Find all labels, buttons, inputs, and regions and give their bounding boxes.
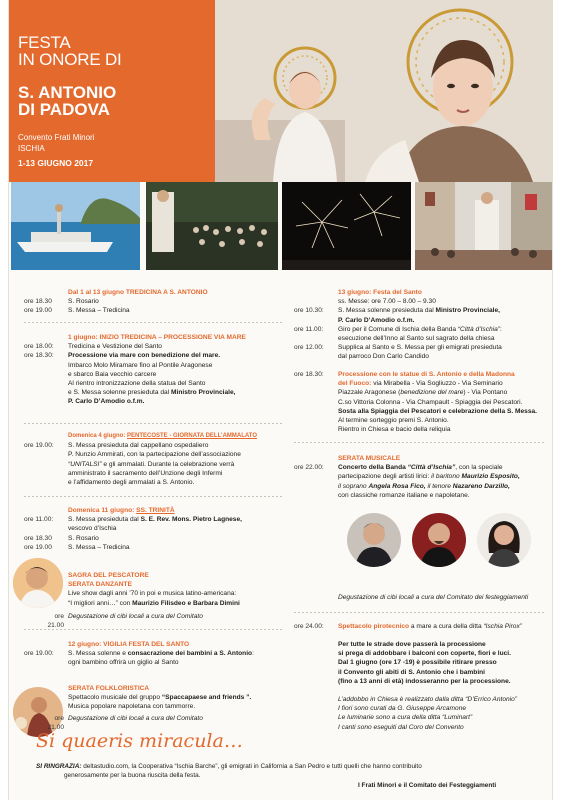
fireworks-company: “Ischia Pirox” bbox=[483, 623, 522, 630]
route: via Mirabella - Via Sogliuzzo - Via Seminario bbox=[373, 380, 503, 388]
event-text: Live show dagli anni ’70 in poi e musica latino-americana: bbox=[68, 590, 237, 598]
event-time: ore 24.00: bbox=[294, 623, 324, 630]
event-text: S. Messa presieduta dal cappellano ospedaliero bbox=[68, 442, 209, 450]
event-time: ore 18.30 bbox=[24, 298, 52, 306]
divider bbox=[294, 612, 546, 613]
event-text: Al termine sorteggio premi S. Antonio. bbox=[338, 417, 449, 425]
thanks-text: generosamente per la buona riuscita della festa. bbox=[64, 772, 201, 779]
section-heading: Spettacolo pirotecnico bbox=[338, 623, 410, 630]
event-text: e S. Messa solenne presieduta dal bbox=[68, 389, 170, 397]
divider bbox=[24, 423, 282, 424]
event-text: ogni bambino offrirà un giglio al Santo bbox=[68, 659, 179, 667]
notice-line: Dal 1 giugno (ore 17 -19) è possibile ritirare presso bbox=[338, 659, 497, 667]
event-time: ore 19.00: bbox=[24, 650, 54, 658]
event-time: ore 21.00 bbox=[47, 715, 64, 732]
organizers-signature: I Frati Minori e il Comitato dei Festeggiamenti bbox=[358, 782, 497, 789]
celebrant-name: S. E. Rev. Mons. Pietro Lagnese, bbox=[140, 516, 242, 524]
band-name: “Città d’Ischia” bbox=[457, 325, 500, 333]
event-text: con classiche romanze italiane e napoletane. bbox=[338, 491, 470, 499]
fireworks-photo bbox=[282, 182, 411, 270]
section-vigil: 12 giugno: VIGILIA FESTA DEL SANTO ore 19.00: S. Messa solenne e consacrazione dei bambini a S. Antonio: ogni bambino offrirà un giglio al Santo bbox=[24, 641, 254, 667]
title-line: S. ANTONIO bbox=[18, 83, 117, 102]
poster-title bbox=[18, 34, 122, 68]
section-heading: 12 giugno: VIGILIA FESTA DEL SANTO bbox=[68, 641, 190, 648]
event-text: P. Nunzio Ammirati, con la partecipazione dell’associazione bbox=[68, 451, 241, 459]
event-time: ore 12.00: bbox=[294, 344, 324, 352]
acknowledgements bbox=[36, 762, 546, 780]
section-heading: SERATA MUSICALE bbox=[338, 455, 401, 462]
divider bbox=[24, 629, 282, 630]
section-pentecost bbox=[24, 432, 296, 487]
credit-line: Le luminarie sono a cura della ditta “Luminart” bbox=[338, 714, 473, 722]
event-text: Degustazione di cibi locali a cura del Comitato bbox=[68, 715, 203, 722]
motto: Si quaeris miracula… bbox=[36, 730, 243, 752]
boat-procession-photo bbox=[11, 182, 140, 270]
performers: Maurizio Filisdeo e Barbara Dimini bbox=[132, 599, 240, 607]
show-title: “I migliori anni…” bbox=[68, 599, 118, 607]
concert-food bbox=[338, 593, 558, 602]
singer-portrait bbox=[13, 558, 63, 608]
celebrant-name: P. Carlo D’Amodio o.f.m. bbox=[68, 398, 145, 406]
mass-times: ss. Messe: ore 7.00 – 8.00 – 9.30 bbox=[338, 298, 436, 306]
divider bbox=[294, 442, 546, 443]
event-text: Supplica al Santo e S. Messa per gli emigrati presieduta bbox=[338, 344, 502, 352]
event-text: e gli ammalati. Durante la celebrazione verrà bbox=[101, 460, 235, 468]
section-june-1 bbox=[24, 333, 294, 407]
section-heading: Processione con le statue di S. Antonio e della Madonna bbox=[338, 371, 515, 378]
thanks-text: deltastudio.com, la Cooperativa “Ischia Barche”, gli emigrati in California a San Pedro e tutti quelli che hanno contribuito bbox=[81, 763, 422, 770]
event-text: e sbarco Baia vecchio carcere bbox=[68, 370, 157, 378]
event-time: ore 11.00: bbox=[294, 325, 324, 333]
section-feast-day: 13 giugno: Festa del Santo ss. Messe: ore 7.00 – 8.00 – 9.30 ore 10.30: S. Messa solenne presieduta dal Ministro Provinciale, P. Carlo D’Amodio o.f.m. ore 11.00: Giro per il Comune di Ischia della Banda “Città d’Ischia”: esecuzione dell’Inno al Santo sul sagrato della chiesa ore 12.00: Supplica al Santo e S. Messa per gli emigrati presieduta dal parroco Don Carlo Candido bbox=[294, 289, 502, 361]
section-heading: SERATA FOLKLORISTICA bbox=[68, 685, 150, 692]
tenor-name: Nazareno Darzillo, bbox=[452, 482, 510, 490]
notices bbox=[338, 640, 552, 686]
event-text: Processione via mare con benedizione del mare. bbox=[68, 352, 221, 360]
event-text: dal parroco Don Carlo Candido bbox=[338, 353, 429, 361]
blessing: benedizione del mare bbox=[400, 389, 464, 397]
soprano-portrait bbox=[477, 513, 531, 567]
event-text: vescovo d’Ischia bbox=[68, 525, 117, 533]
outdoor-mass-photo bbox=[146, 182, 278, 270]
soprano-name: Angela Rosa Fico, bbox=[368, 482, 426, 490]
tenor-portrait bbox=[412, 513, 466, 567]
event-text: Rientro in Chiesa e bacio della reliquia bbox=[338, 426, 451, 434]
notice-line: il Convento gli abiti di S. Antonio che i bambini bbox=[338, 668, 486, 676]
celebrant-name: P. Carlo D’Amodio o.f.m. bbox=[338, 316, 415, 324]
statue-illustration bbox=[215, 0, 553, 182]
consecration: consacrazione dei bambini a S. Antonio bbox=[127, 650, 253, 658]
section-sagra: SAGRA DEL PESCATORE SERATA DANZANTE Live show dagli anni ’70 in poi e musica latino-americana: “I migliori anni…” con Maurizio Filisdeo e Barbara Dimini bbox=[68, 571, 298, 608]
celebrant-title: Ministro Provinciale, bbox=[435, 307, 500, 315]
event-time: ore 21.00 bbox=[47, 613, 64, 630]
title-line: FESTA bbox=[18, 33, 71, 52]
event-time: ore 18.30: bbox=[294, 371, 324, 378]
event-text: Imbarco Molo Miramare fino al Pontile Aragonese bbox=[68, 361, 213, 369]
route: C.so Vittoria Colonna - Via Champault - Spiaggia dei Pescatori. bbox=[338, 398, 523, 406]
event-time: ore 18.30 bbox=[24, 534, 52, 542]
event-text: Degustazione di cibi locali a cura del Comitato bbox=[68, 613, 203, 620]
venue-line: Convento Frati Minori bbox=[18, 133, 95, 142]
event-time: ore 18.30: bbox=[24, 352, 54, 360]
sagra-time-row bbox=[40, 612, 300, 630]
credit-line: I fiori sono curati da G. Giuseppe Arcamone bbox=[338, 705, 467, 713]
venue bbox=[18, 132, 94, 154]
section-heading: 1 giugno: INIZIO TREDICINA – PROCESSIONE VIA MARE bbox=[68, 334, 246, 341]
title-line: IN ONORE DI bbox=[18, 50, 122, 69]
event-text: amministrato il sacramento dell’Unzione degli Infermi bbox=[68, 469, 223, 477]
event-text: e l’affidamento degli ammalati a S. Antonio. bbox=[68, 479, 195, 487]
section-folk: SERATA FOLKLORISTICA Spettacolo musicale del gruppo “Spaccapaese and friends ”. Musica popolare napoletana con tammorre. bbox=[68, 684, 298, 712]
event-text: Musica popolare napoletana con tammorre. bbox=[68, 703, 196, 711]
baritone-portrait bbox=[347, 513, 401, 567]
saint-statue-photo bbox=[215, 0, 553, 182]
title-line: DI PADOVA bbox=[18, 100, 110, 119]
association-name: “UNITALSI” bbox=[68, 460, 102, 468]
section-heading: SAGRA DEL PESCATORE bbox=[68, 572, 149, 579]
event-text: Degustazione di cibi locali a cura del Comitato dei festeggiamenti bbox=[338, 594, 529, 601]
baritone-name: Maurizio Esposito, bbox=[461, 473, 520, 481]
section-heading: Domenica 11 giugno: SS. TRINITÀ bbox=[68, 507, 175, 514]
credits bbox=[338, 695, 552, 732]
event-text: S. Messa – Tredicina bbox=[68, 543, 130, 551]
divider bbox=[24, 322, 282, 323]
section-heading: 13 giugno: Festa del Santo bbox=[338, 289, 422, 296]
event-text: S. Rosario bbox=[68, 534, 99, 542]
event-text: Al rientro intronizzazione della statua del Santo bbox=[68, 380, 206, 388]
notice-line: Per tutte le strade dove passerà la processione bbox=[338, 641, 486, 648]
notice-line: (fino a 13 anni di età) indosseranno per la processione. bbox=[338, 677, 511, 685]
credit-line: I canti sono eseguiti dal Coro del Convento bbox=[338, 723, 464, 731]
event-text: S. Rosario bbox=[68, 298, 99, 306]
celebrant-title: Ministro Provinciale, bbox=[171, 389, 236, 397]
event-text: S. Messa – Tredicina bbox=[68, 307, 130, 315]
group-name: “Spaccapaese and friends ”. bbox=[161, 694, 252, 702]
festival-dates: 1-13 GIUGNO 2017 bbox=[18, 158, 94, 168]
event-time: ore 10.30: bbox=[294, 307, 324, 315]
thanks-label: SI RINGRAZIA: bbox=[36, 763, 82, 770]
street-procession-photo bbox=[415, 182, 552, 270]
event-time: ore 18.00: bbox=[24, 343, 54, 351]
section-concert: SERATA MUSICALE ore 22.00: Concerto della Banda “Città d’Ischia”, con la speciale partecipazione degli artisti lirici: il baritono Maurizio Esposito, il soprano Angela Rosa Fico, il tenore Nazareno Darzillo, con classiche romanze italiane e napoletane. bbox=[294, 455, 520, 499]
section-heading: Domenica 4 giugno: PENTECOSTE - GIORNATA DELL’AMMALATO bbox=[68, 433, 258, 439]
section-heading: SERATA DANZANTE bbox=[68, 581, 132, 589]
event-time: ore 19.00 bbox=[24, 307, 52, 315]
saint-name bbox=[18, 84, 116, 118]
section-tredicina bbox=[24, 288, 294, 316]
credit-line: L’addobbo in Chiesa è realizzato dalla ditta “D’Errico Antonio” bbox=[338, 696, 517, 703]
event-text: esecuzione dell’Inno al Santo sul sagrato della chiesa bbox=[338, 335, 495, 343]
event-time: ore 19.00 bbox=[24, 543, 52, 551]
section-fireworks: ore 24.00: Spettacolo pirotecnico a mare a cura della ditta “Ischia Pirox” bbox=[294, 623, 522, 630]
band-name: “Città d’Ischia” bbox=[407, 464, 456, 472]
event-time: ore 22.00: bbox=[294, 464, 324, 472]
event-text: Tredicina e Vestizione del Santo bbox=[68, 343, 162, 351]
section-heading: Dal 1 al 13 giugno TREDICINA A S. ANTONIO bbox=[68, 289, 208, 296]
section-heading: del Fuoco: bbox=[338, 380, 372, 388]
section-trinity: Domenica 11 giugno: SS. TRINITÀ ore 11.00: S. Messa presieduta dal S. E. Rev. Mons. Pietro Lagnese, vescovo d’Ischia ore 18.30 S. Rosario ore 19.00 S. Messa – Tredicina bbox=[24, 507, 242, 551]
section-procession: ore 18.30: Processione con le statue di S. Antonio e della Madonna del Fuoco: via Mirabella - Via Sogliuzzo - Via Seminario Piazzale Aragonese (benedizione del mare) - Via Pontano C.so Vittoria Colonna - Via Champault - Spiaggia dei Pescatori. Sosta alla Spiaggia dei Pescatori e celebrazione della S. Messa. Al termine sorteggio premi S. Antonio. Rientro in Chiesa e bacio della reliquia bbox=[294, 371, 537, 434]
event-time: ore 11.00: bbox=[24, 516, 54, 524]
venue-line: ISCHIA bbox=[18, 144, 45, 153]
divider bbox=[24, 496, 282, 497]
event-time: ore 19.00: bbox=[24, 442, 54, 450]
notice-line: si prega di addobbare i balconi con coperte, fiori e luci. bbox=[338, 650, 511, 658]
event-text: Sosta alla Spiaggia dei Pescatori e celebrazione della S. Messa. bbox=[338, 407, 537, 415]
